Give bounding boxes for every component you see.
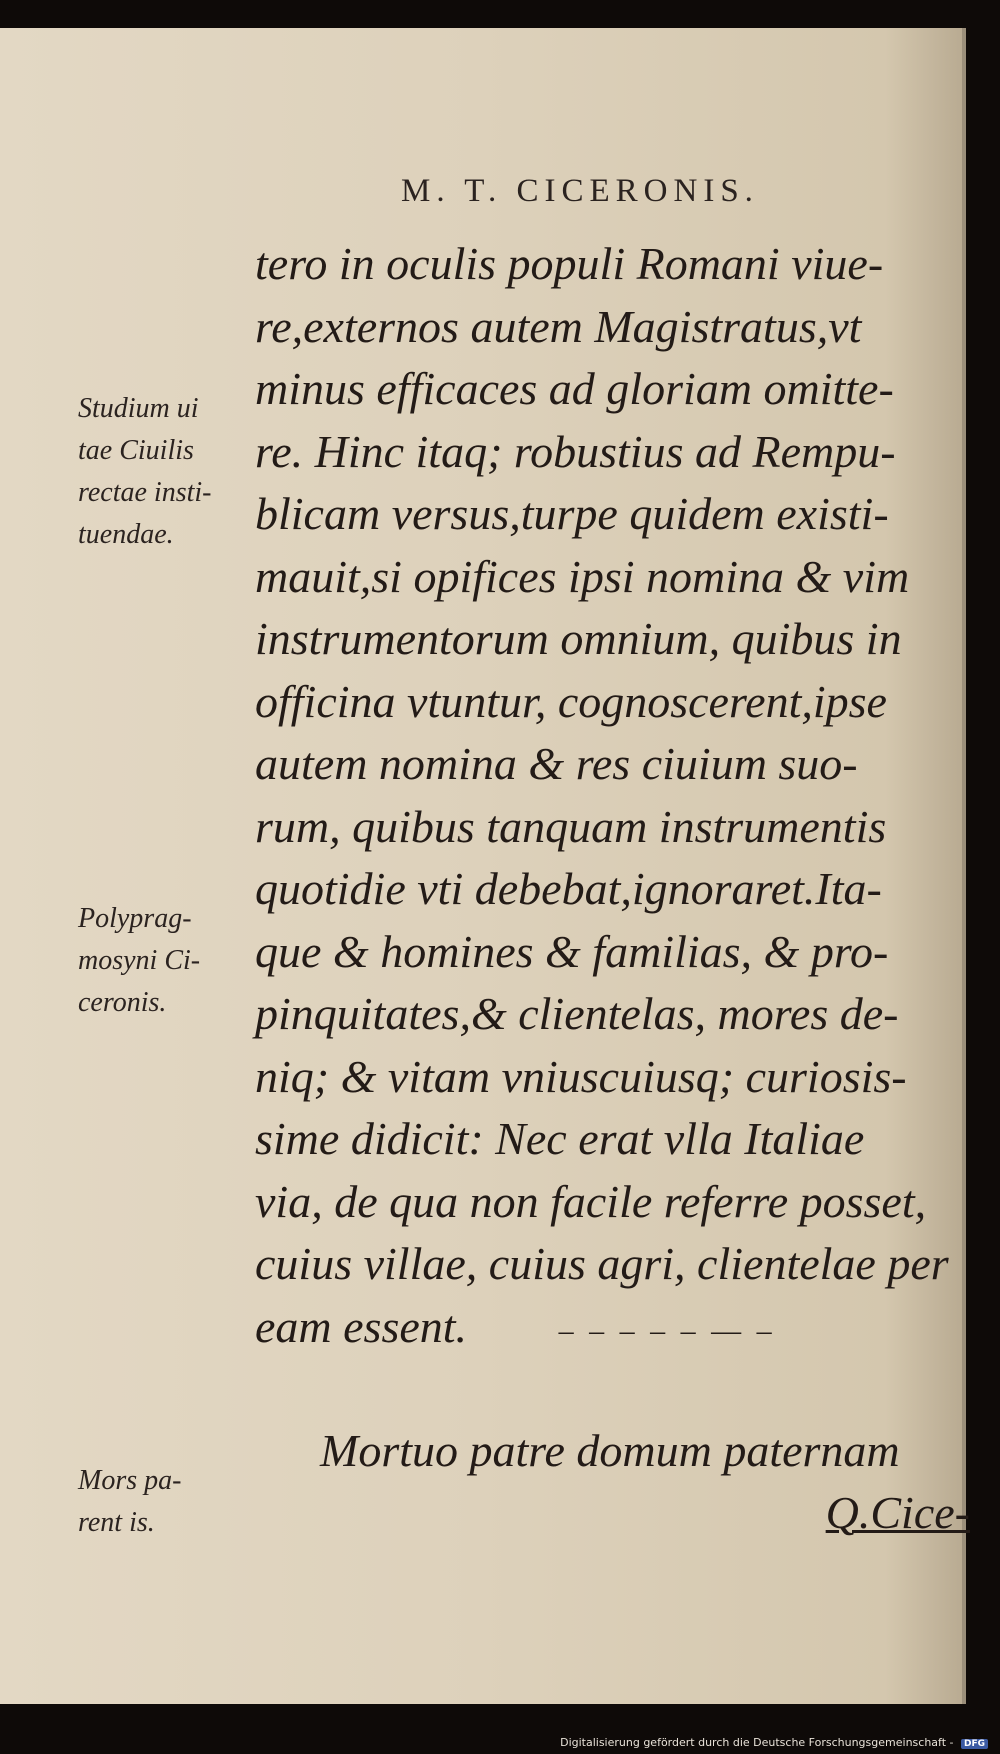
margin-note-line: rectae insti-	[78, 477, 212, 508]
text-line: re,externos autem Magistratus,vt	[255, 300, 862, 352]
scan-top-border	[0, 0, 1000, 28]
text-line: rum, quibus tanquam instrumentis	[255, 800, 887, 852]
text-line: via, de qua non facile referre posset,	[255, 1175, 927, 1227]
text-line: minus efficaces ad gloriam omitte-	[255, 363, 894, 414]
margin-note-studium	[78, 388, 238, 556]
book-page	[0, 28, 970, 1704]
text-line-end: eam essent.	[255, 1300, 468, 1352]
catchword: Q.Cice-	[825, 1487, 970, 1538]
digitization-credit	[560, 1736, 988, 1749]
running-header: M. T. CICERONIS.	[401, 173, 759, 209]
credit-text: Digitalisierung gefördert durch die Deutsche Forschungsgemeinschaft -	[560, 1736, 954, 1749]
dfg-logo: DFG	[961, 1739, 988, 1749]
text-line: quotidie vti debebat,ignoraret.Ita-	[255, 863, 882, 914]
text-line: blicam versus,turpe quidem existi-	[255, 488, 889, 539]
text-line: tero in oculis populi Romani viue-	[255, 238, 884, 289]
text-line: cuius villae, cuius agri, clientelae per	[255, 1238, 949, 1289]
handwritten-dashes: – – – – – — –	[558, 1313, 776, 1347]
margin-note-line: Mors pa-	[78, 1465, 182, 1496]
text-line: pinquitates,& clientelas, mores de-	[255, 988, 899, 1039]
margin-note-line: Polyprag-	[78, 903, 192, 934]
text-line: re. Hinc itaq; robustius ad Rempu-	[255, 425, 896, 477]
text-line: mauit,si opifices ipsi nomina & vim	[255, 550, 910, 602]
margin-note-line: ceronis.	[78, 987, 167, 1018]
text-line: sime didicit: Nec erat vlla Italiae	[255, 1113, 865, 1164]
margin-note-line: rent is.	[78, 1507, 155, 1538]
body-text	[255, 233, 975, 1358]
text-line: autem nomina & res ciuium suo-	[255, 738, 858, 789]
text-line: que & homines & familias, & pro-	[255, 925, 889, 977]
margin-note-polypragmosyni	[78, 898, 238, 1024]
margin-note-line: Studium ui	[78, 393, 199, 424]
final-paragraph	[320, 1420, 970, 1544]
text-line-last	[255, 1296, 975, 1359]
margin-note-line: tuendae.	[78, 519, 174, 550]
margin-note-line: tae Ciuilis	[78, 435, 194, 466]
text-line: niq; & vitam vniuscuiusq; curiosis-	[255, 1050, 907, 1102]
text-line: officina vtuntur, cognoscerent,ipse	[255, 675, 887, 727]
margin-note-mors	[78, 1460, 238, 1544]
final-line: Mortuo patre domum paternam	[320, 1425, 900, 1476]
text-line: instrumentorum omnium, quibus in	[255, 613, 902, 664]
margin-note-line: mosyni Ci-	[78, 945, 201, 976]
